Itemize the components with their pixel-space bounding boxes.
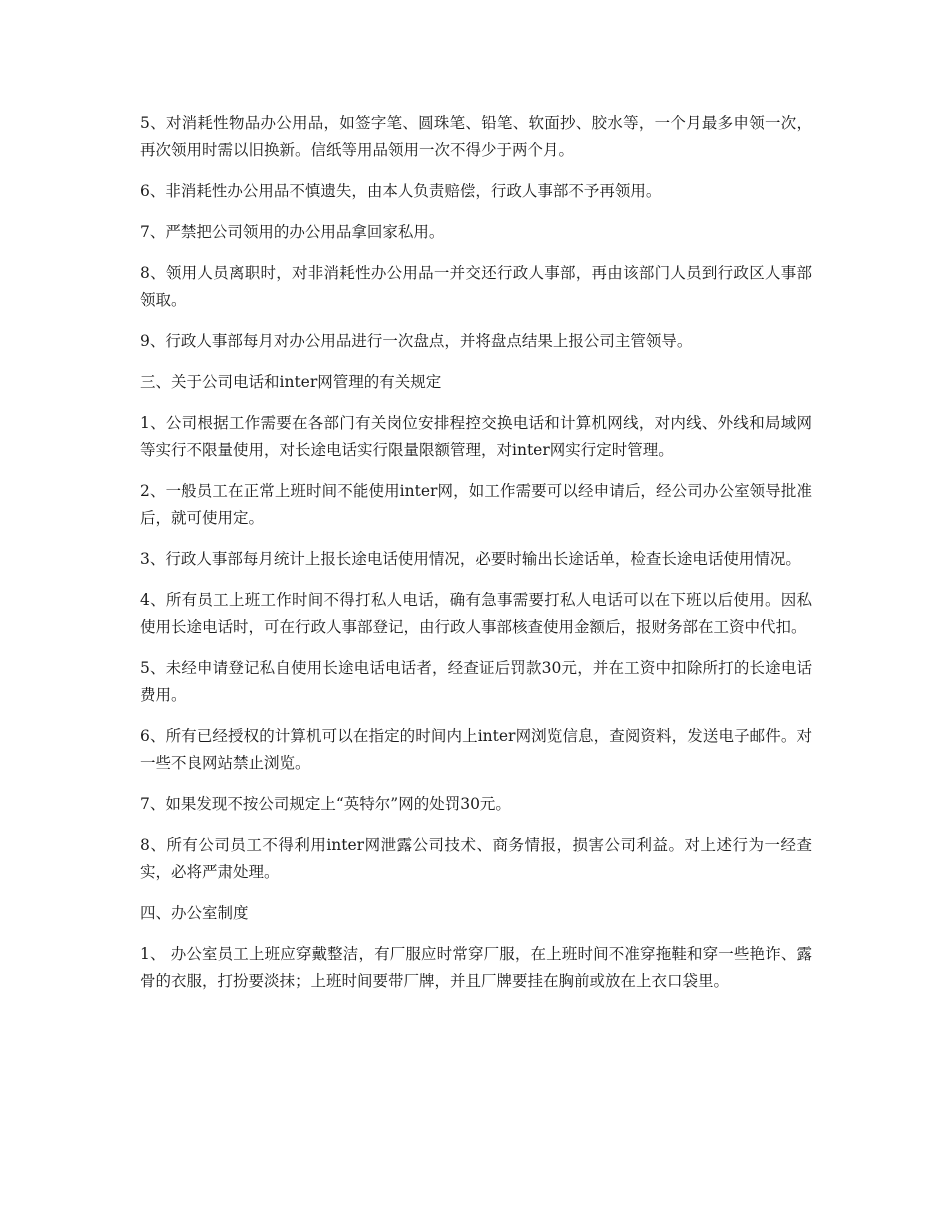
paragraph-supplies-rule-6: 6、非消耗性办公用品不慎遗失，由本人负责赔偿，行政人事部不予再领用。 [140,182,662,200]
paragraph-phone-rule-6: 6、所有已经授权的计算机可以在指定的时间内上inter网浏览信息，查阅资料，发送电子邮件。对一些不良网站禁止浏览。 [140,727,812,772]
document-body [140,110,812,1009]
paragraph-supplies-rule-9: 9、行政人事部每月对办公用品进行一次盘点，并将盘点结果上报公司主管领导。 [140,332,693,350]
paragraph-phone-rule-1: 1、公司根据工作需要在各部门有关岗位安排程控交换电话和计算机网线，对内线、外线和局域网等实行不限量使用，对长途电话实行限量限额管理，对inter网实行定时管理。 [140,414,812,459]
section-heading-office-rules: 四、办公室制度 [140,904,249,922]
paragraph-supplies-rule-7: 7、严禁把公司领用的办公用品拿回家私用。 [140,223,445,241]
paragraph-phone-rule-5: 5、未经申请登记私自使用长途电话电话者，经查证后罚款30元，并在工资中扣除所打的长途电话费用。 [140,659,812,704]
paragraph-office-rule-1: 1、 办公室员工上班应穿戴整洁，有厂服应时常穿厂服，在上班时间不准穿拖鞋和穿一些艳诈、露骨的衣服，打扮要淡抹；上班时间要带厂牌，并且厂牌要挂在胸前或放在上衣口袋里。 [140,945,812,990]
paragraph-phone-rule-8: 8、所有公司员工不得利用inter网泄露公司技术、商务情报，损害公司利益。对上述行为一经查实，必将严肃处理。 [140,836,812,881]
paragraph-phone-rule-4: 4、所有员工上班工作时间不得打私人电话，确有急事需要打私人电话可以在下班以后使用。因私使用长途电话时，可在行政人事部登记，由行政人事部核查使用金额后，报财务部在工资中代扣。 [140,591,812,636]
paragraph-phone-rule-7: 7、如果发现不按公司规定上“英特尔”网的处罚30元。 [140,795,511,813]
paragraph-phone-rule-2: 2、一般员工在正常上班时间不能使用inter网，如工作需要可以经申请后，经公司办公室领导批准后，就可使用定。 [140,482,812,527]
paragraph-phone-rule-3: 3、行政人事部每月统计上报长途电话使用情况，必要时输出长途话单，检查长途电话使用情况。 [140,550,801,568]
paragraph-supplies-rule-5: 5、对消耗性物品办公用品，如签字笔、圆珠笔、铅笔、软面抄、胶水等，一个月最多申领一次，再次领用时需以旧换新。信纸等用品领用一次不得少于两个月。 [140,114,812,159]
paragraph-supplies-rule-8: 8、领用人员离职时，对非消耗性办公用品一并交还行政人事部，再由该部门人员到行政区人事部领取。 [140,264,812,309]
section-heading-phone-internet: 三、关于公司电话和inter网管理的有关规定 [140,373,442,391]
